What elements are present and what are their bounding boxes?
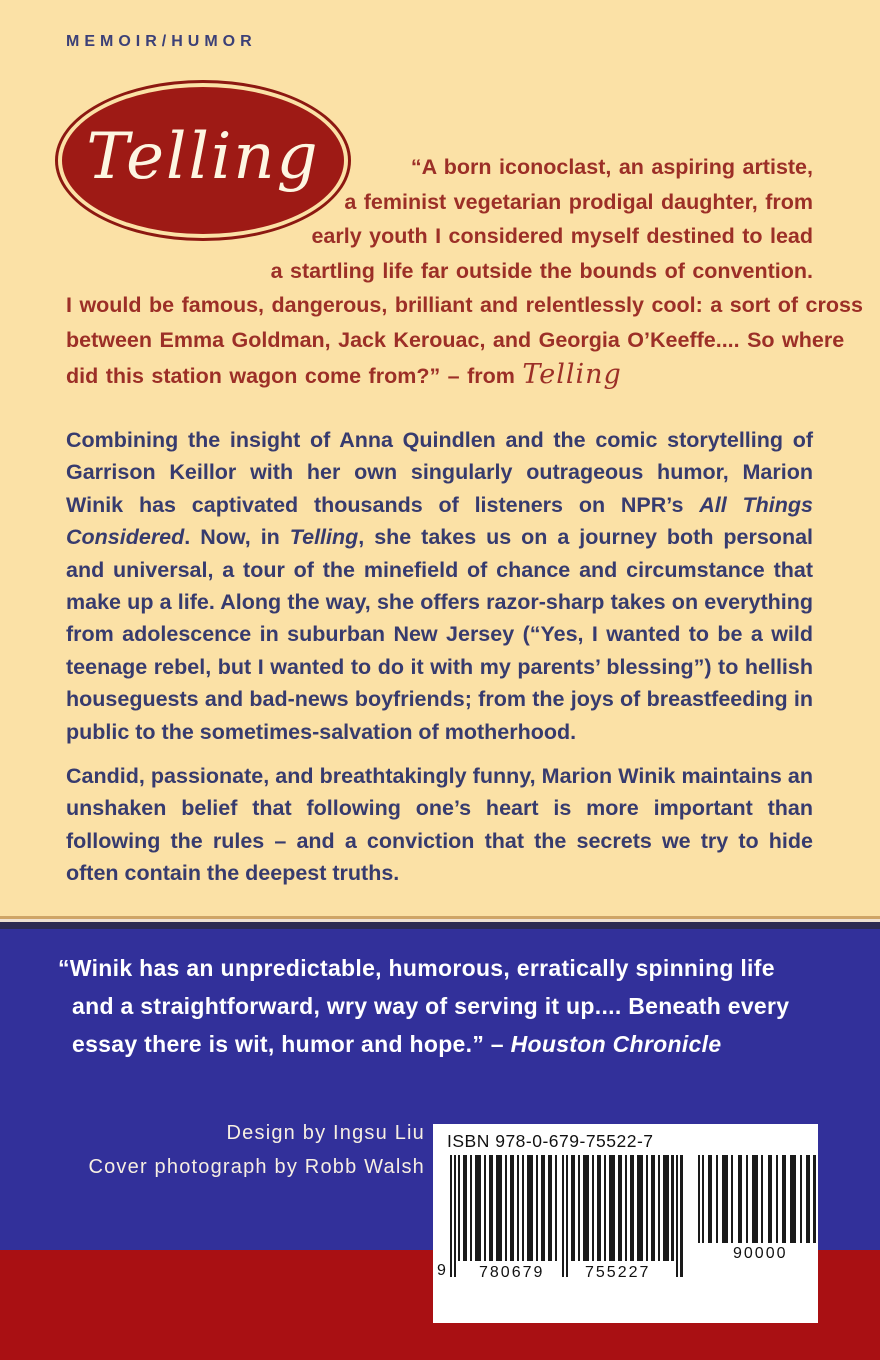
photo-credit: Cover photograph by Robb Walsh: [88, 1155, 425, 1178]
review-quote: [58, 949, 814, 1063]
barcode-main: [450, 1155, 684, 1277]
section-divider: [0, 916, 880, 929]
design-credit: Design by Ingsu Liu: [226, 1122, 425, 1144]
synopsis-text: Combining the insight of Anna Quindlen and the comic storytelling of Garrison Keillor with her own singularly outrageous humor, Marion Winik has captivated thousands of listeners on NPR’s: [66, 428, 813, 517]
quote-line: between Emma Goldman, Jack Kerouac, and Georgia O’Keeffe.... So where: [66, 327, 845, 352]
credits: [88, 1117, 425, 1184]
book-title-reference: Telling: [522, 358, 622, 390]
book-title: Telling: [86, 119, 320, 194]
synopsis-paragraph-1: [66, 424, 813, 748]
barcode-digit-left: 9: [437, 1262, 448, 1279]
divider-stripe: [0, 922, 880, 929]
quote-line: I would be famous, dangerous, brilliant and relentlessly cool: a sort of cross: [66, 293, 863, 318]
quote-line-text: did this station wagon come from?” – from: [66, 363, 515, 388]
author-pull-quote: [66, 150, 863, 393]
isbn-label: ISBN 978-0-679-75522-7: [447, 1131, 654, 1151]
show-title-italic: All Things Considered: [66, 492, 813, 550]
review-source: Houston Chronicle: [510, 1031, 722, 1057]
review-text: “Winik has an unpredictable, humorous, erratically spinning life and a straightforward, wry way of serving it up.... Beneath every essay there is wit, humor and hope.” –: [58, 955, 790, 1057]
synopsis-text: . Now, in: [184, 525, 290, 550]
synopsis-text: , she takes us on a journey both personal and universal, a tour of the minefield of chance and circumstance that make up a life. Along the way, she offers razor-sharp takes on everything from adolescence in suburban New Jersey (“Yes, I wanted to be a wild teenage rebel, but I wanted to do it with my parents’ blessing”) to hellish houseguests and bad-news boyfriends; from the joys of breastfeeding in public to the sometimes-salvation of motherhood.: [66, 525, 814, 744]
category-label: MEMOIR/HUMOR: [66, 33, 257, 50]
barcode-digits-group1: 780679: [479, 1264, 545, 1281]
barcode-digits-group2: 755227: [585, 1264, 651, 1281]
barcode-supplement-digits: 90000: [733, 1245, 788, 1262]
barcode-panel: [433, 1124, 818, 1323]
quote-line: early youth I considered myself destined to lead: [311, 224, 813, 249]
synopsis-paragraph-2: Candid, passionate, and breathtakingly funny, Marion Winik maintains an unshaken belief that following one’s heart is more important than following the rules – and a conviction that the secrets we try to hide often contain the deepest truths.: [66, 764, 813, 886]
quote-line: a startling life far outside the bounds of convention.: [270, 258, 813, 283]
synopsis: [66, 424, 813, 902]
book-title-italic: Telling: [289, 525, 359, 550]
barcode-supplement: [698, 1155, 816, 1243]
quote-line: [66, 358, 813, 394]
quote-line: a feminist vegetarian prodigal daughter, from: [344, 189, 813, 214]
quote-line: “A born iconoclast, an aspiring artiste,: [410, 155, 813, 179]
